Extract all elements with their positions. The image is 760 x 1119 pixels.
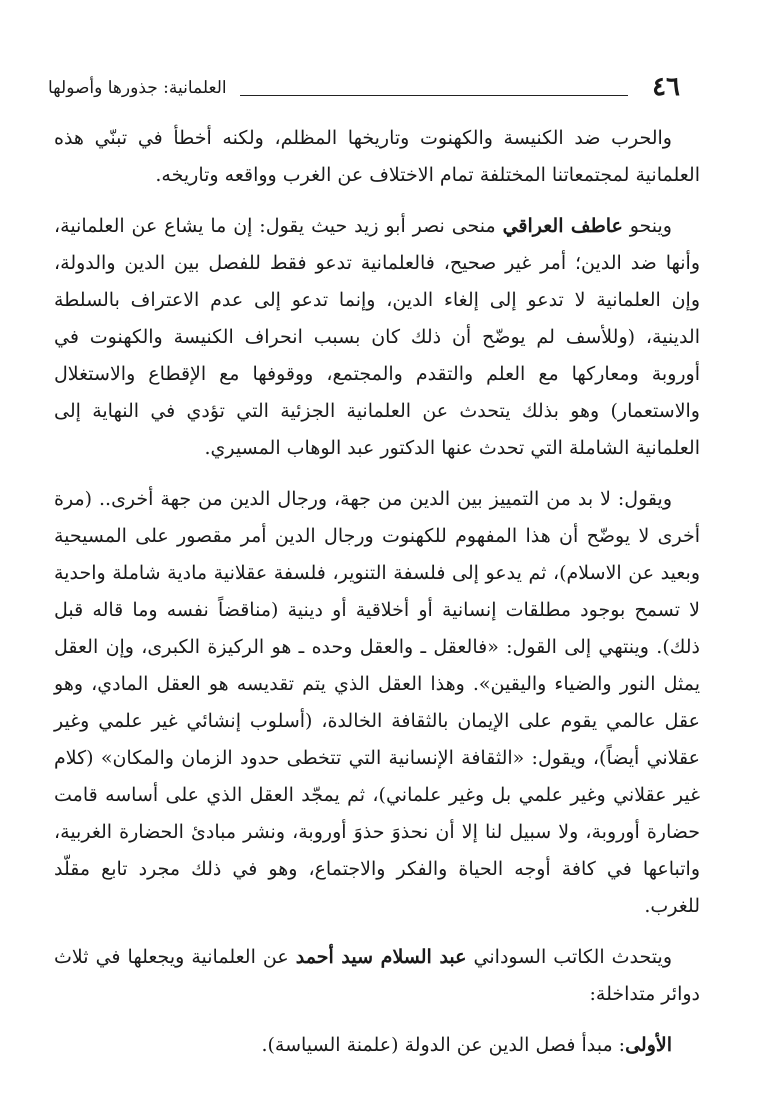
page-number: ٤٦ <box>652 72 680 102</box>
paragraph-3-text: ويقول: لا بد من التمييز بين الدين من جهة، ورجال الدين من جهة أخرى.. (مرة أخرى لا يوضّح أن هذا المفهوم للكهنوت ورجال الدين أمر مقصور على المسيحية وبعيد عن الاسلام)، ثم يدعو إلى فلسفة التنوير، فلسفة عقلانية مادية شاملة واحدية لا تسمح بوجود مطلقات إنسانية أو أخلاقية أو دينية (مناقضاً نفسه وما قاله قبل ذلك). وينتهي إلى القول: «فالعقل ـ والعقل وحده ـ هو الركيزة الكبرى، وإن العقل يمثل النور والضياء واليقين». وهذا العقل الذي يتم تقديسه هو العقل المادي، وهو عقل عالمي يقوم على الإيمان بالثقافة الخالدة، (أسلوب إنشائي غير علمي وغير عقلاني أيضاً)، ويقول: «الثقافة الإنسانية التي تتخطى حدود الزمان والمكان» (كلام غير عقلاني وغير علمي بل وغير علماني)، ثم يمجّد العقل الذي على أساسه قامت حضارة أوروبة، ولا سبيل لنا إلا أن نحذوَ حذوَ أوروبة، ونشر مبادئ الحضارة الغربية، واتباعها في كافة أوجه الحياة والفكر والاجتماع، وهو في ذلك مجرد تابع مقلّد للغرب. <box>54 488 701 917</box>
list-item-label: الأولى <box>625 1034 672 1056</box>
page-header <box>40 72 680 106</box>
header-rule <box>240 95 628 96</box>
paragraph-4 <box>54 939 700 1013</box>
list-item-text: : مبدأ فصل الدين عن الدولة (علمنة السياسة). <box>261 1034 626 1056</box>
paragraph-4-lead: ويتحدث الكاتب السوداني <box>466 946 672 968</box>
paragraph-1 <box>54 120 700 194</box>
paragraph-4-text: عن العلمانية ويجعلها في ثلاث دوائر متداخلة: <box>54 946 700 1005</box>
paragraph-2 <box>54 208 700 467</box>
paragraph-1-text: والحرب ضد الكنيسة والكهنوت وتاريخها المظلم، ولكنه أخطأ في تبنّي هذه العلمانية لمجتمعاتنا المختلفة تمام الاختلاف عن الغرب وواقعه وتاريخه. <box>54 127 700 186</box>
running-title: العلمانية: جذورها وأصولها <box>48 78 227 98</box>
author-name-abdelsalam: عبد السلام سيد أحمد <box>295 946 467 968</box>
paragraph-3 <box>54 481 700 925</box>
list-item-first <box>54 1027 700 1064</box>
body-text <box>54 120 700 1078</box>
paragraph-2-text: منحى نصر أبو زيد حيث يقول: إن ما يشاع عن العلمانية، وأنها ضد الدين؛ أمر غير صحيح، فالعلمانية تدعو فقط للفصل بين الدين والدولة، وإن العلمانية لا تدعو إلى إلغاء الدين، وإنما تدعو إلى عدم الاعتراف بالسلطة الدينية، (وللأسف لم يوضّح أن ذلك كان بسبب انحراف الكنيسة والكهنوت في أوروبة ومعاركها مع العلم والتقدم والمجتمع، ووقوفها مع الإقطاع والاستغلال والاستعمار) وهو بذلك يتحدث عن العلمانية الجزئية التي تؤدي في النهاية إلى العلمانية الشاملة التي تحدث عنها الدكتور عبد الوهاب المسيري. <box>54 215 700 459</box>
paragraph-2-lead: وينحو <box>622 215 672 237</box>
author-name-atef-iraqi: عاطف العراقي <box>502 215 623 237</box>
